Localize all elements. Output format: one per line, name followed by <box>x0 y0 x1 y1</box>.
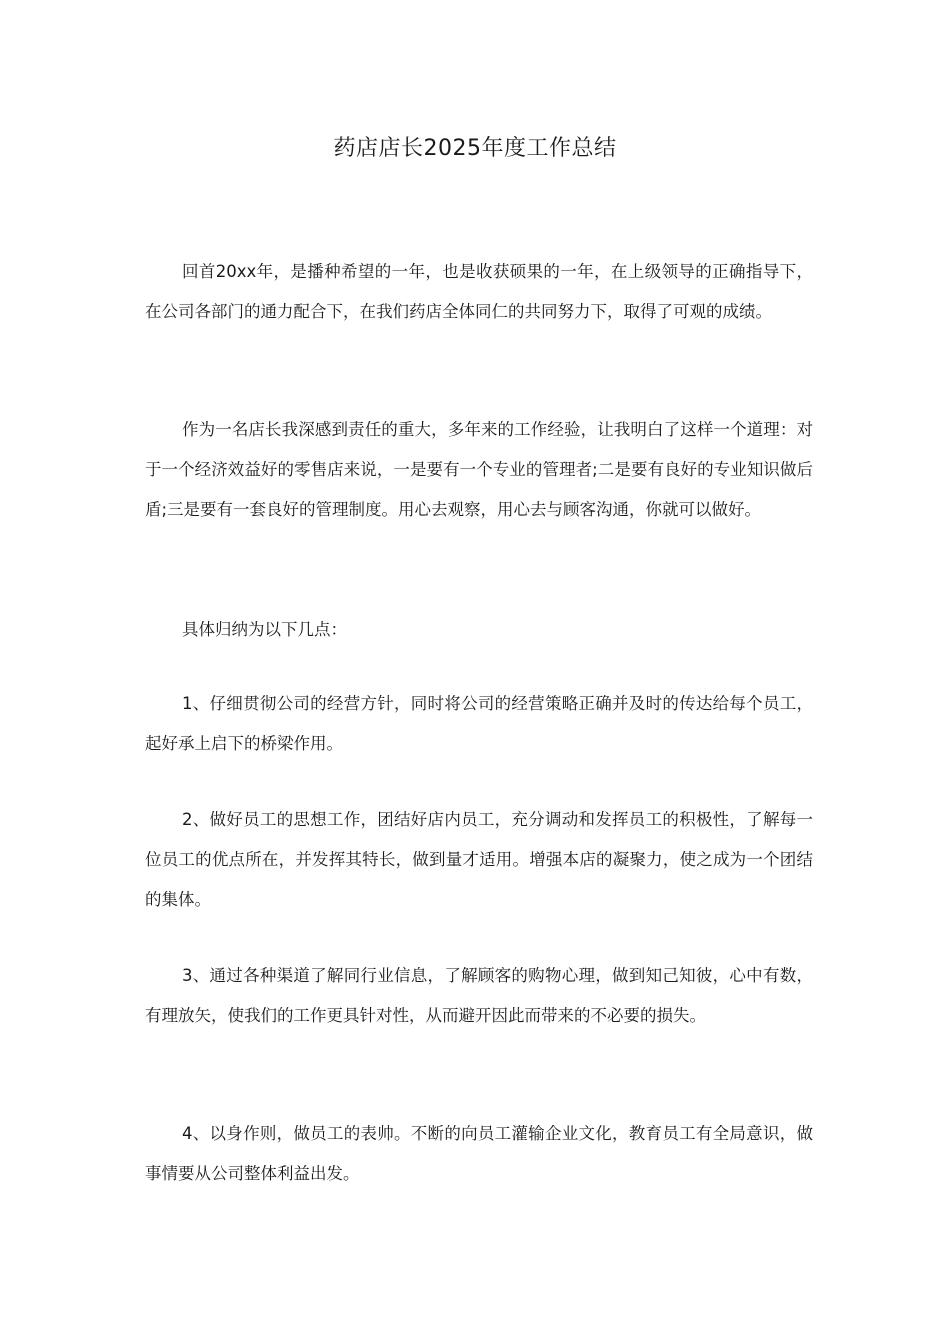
document-title: 药店店长2025年度工作总结 <box>333 136 617 161</box>
paragraph-point-4: 4、以身作则，做员工的表帅。不断的向员工灌输企业文化，教育员工有全局意识，做事情要从公司整体利益出发。 <box>145 1124 813 1183</box>
paragraph-manager-experience: 作为一名店长我深感到责任的重大，多年来的工作经验，让我明白了这样一个道理：对于一个经济效益好的零售店来说，一是要有一个专业的管理者;二是要有良好的专业知识做后盾;三是要有一套良好的管理制度。用心去观察，用心去与顾客沟通，你就可以做好。 <box>145 420 813 519</box>
paragraph-point-1: 1、仔细贯彻公司的经营方针，同时将公司的经营策略正确并及时的传达给每个员工，起好承上启下的桥梁作用。 <box>145 694 813 753</box>
paragraph-intro: 回首20xx年，是播种希望的一年，也是收获硕果的一年，在上级领导的正确指导下，在公司各部门的通力配合下，在我们药店全体同仁的共同努力下，取得了可观的成绩。 <box>145 262 813 321</box>
paragraph-point-2: 2、做好员工的思想工作，团结好店内员工，充分调动和发挥员工的积极性，了解每一位员工的优点所在，并发挥其特长，做到量才适用。增强本店的凝聚力，使之成为一个团结的集体。 <box>145 810 813 909</box>
paragraph-point-3: 3、通过各种渠道了解同行业信息，了解顾客的购物心理，做到知己知彼，心中有数，有理放矢，使我们的工作更具针对性，从而避开因此而带来的不必要的损失。 <box>145 966 813 1025</box>
paragraph-summary-lead: 具体归纳为以下几点： <box>182 620 347 639</box>
